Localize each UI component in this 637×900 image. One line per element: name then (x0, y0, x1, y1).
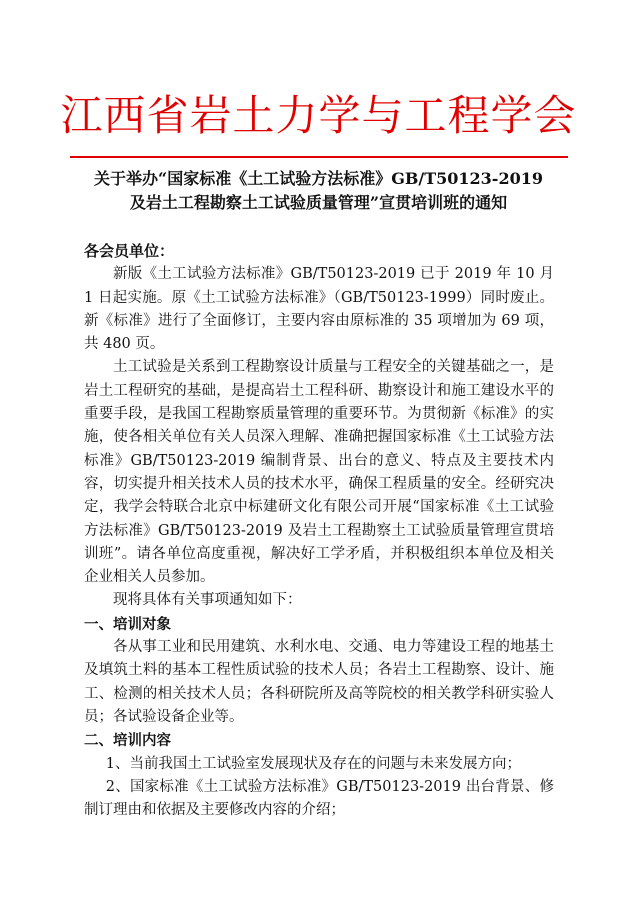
content-item-2: 2、国家标准《土工试验方法标准》GB/T50123-2019 出台背景、修制订理由和依据及主要修改内容的介绍； (84, 778, 554, 819)
content-item-1: 1、当前我国土工试验室发展现状及存在的问题与未来发展方向； (105, 755, 521, 772)
section-heading-content: 二、培训内容 (84, 732, 171, 750)
notice-title-line-1: 关于举办“国家标准《土工试验方法标准》GB/T50123-2019 (94, 169, 543, 188)
salutation: 各会员单位： (84, 242, 175, 260)
notice-body (84, 240, 554, 822)
notice-title-line-2: 及岩土工程勘察土工试验质量管理”宣贯培训班的通知 (129, 193, 508, 212)
organization-title: 江西省岩土力学与工程学会 (60, 91, 577, 140)
paragraph-intro: 现将具体有关事项通知如下： (113, 592, 302, 609)
paragraph-standard-release: 新版《土工试验方法标准》GB/T50123-2019 已于 2019 年 10 月 1 日起实施。原《土工试验方法标准》（GB/T50123-1999）同时废止。新《标准》进行了全面修订，主要内容由原标准的 35 项增加为 69 项，共 480 页。 (84, 266, 554, 353)
paragraph-audience: 各从事工业和民用建筑、水利水电、交通、电力等建设工程的地基土及填筑土料的基本工程性质试验的技术人员；各岩土工程勘察、设计、施工、检测的相关技术人员；各科研院所及高等院校的相关教学科研实验人员；各试验设备企业等。 (84, 639, 554, 725)
section-heading-audience: 一、培训对象 (84, 615, 171, 633)
notice-title (0, 167, 637, 215)
header-divider (70, 156, 568, 158)
paragraph-training-purpose: 土工试验是关系到工程勘察设计质量与工程安全的关键基础之一，是岩土工程研究的基础，是提高岩土工程科研、勘察设计和施工建设水平的重要手段，是我国工程勘察质量管理的重要环节。为贯彻新《标准》的实施，使各相关单位有关人员深入理解、准确把握国家标准《土工试验方法标准》GB/T50123-2019 编制背景、出台的意义、特点及主要技术内容，切实提升相关技术人员的技术水平，确保工程质量的安全。经研究决定，我学会特联合北京中标建研文化有限公司开展“国家标准《土工试验方法标准》GB/T50123-2019 及岩土工程勘察土工试验质量管理宣贯培训班”。请各单位高度重视，解决好工学矛盾，并积极组织本单位及相关企业相关人员参加。 (84, 359, 554, 586)
